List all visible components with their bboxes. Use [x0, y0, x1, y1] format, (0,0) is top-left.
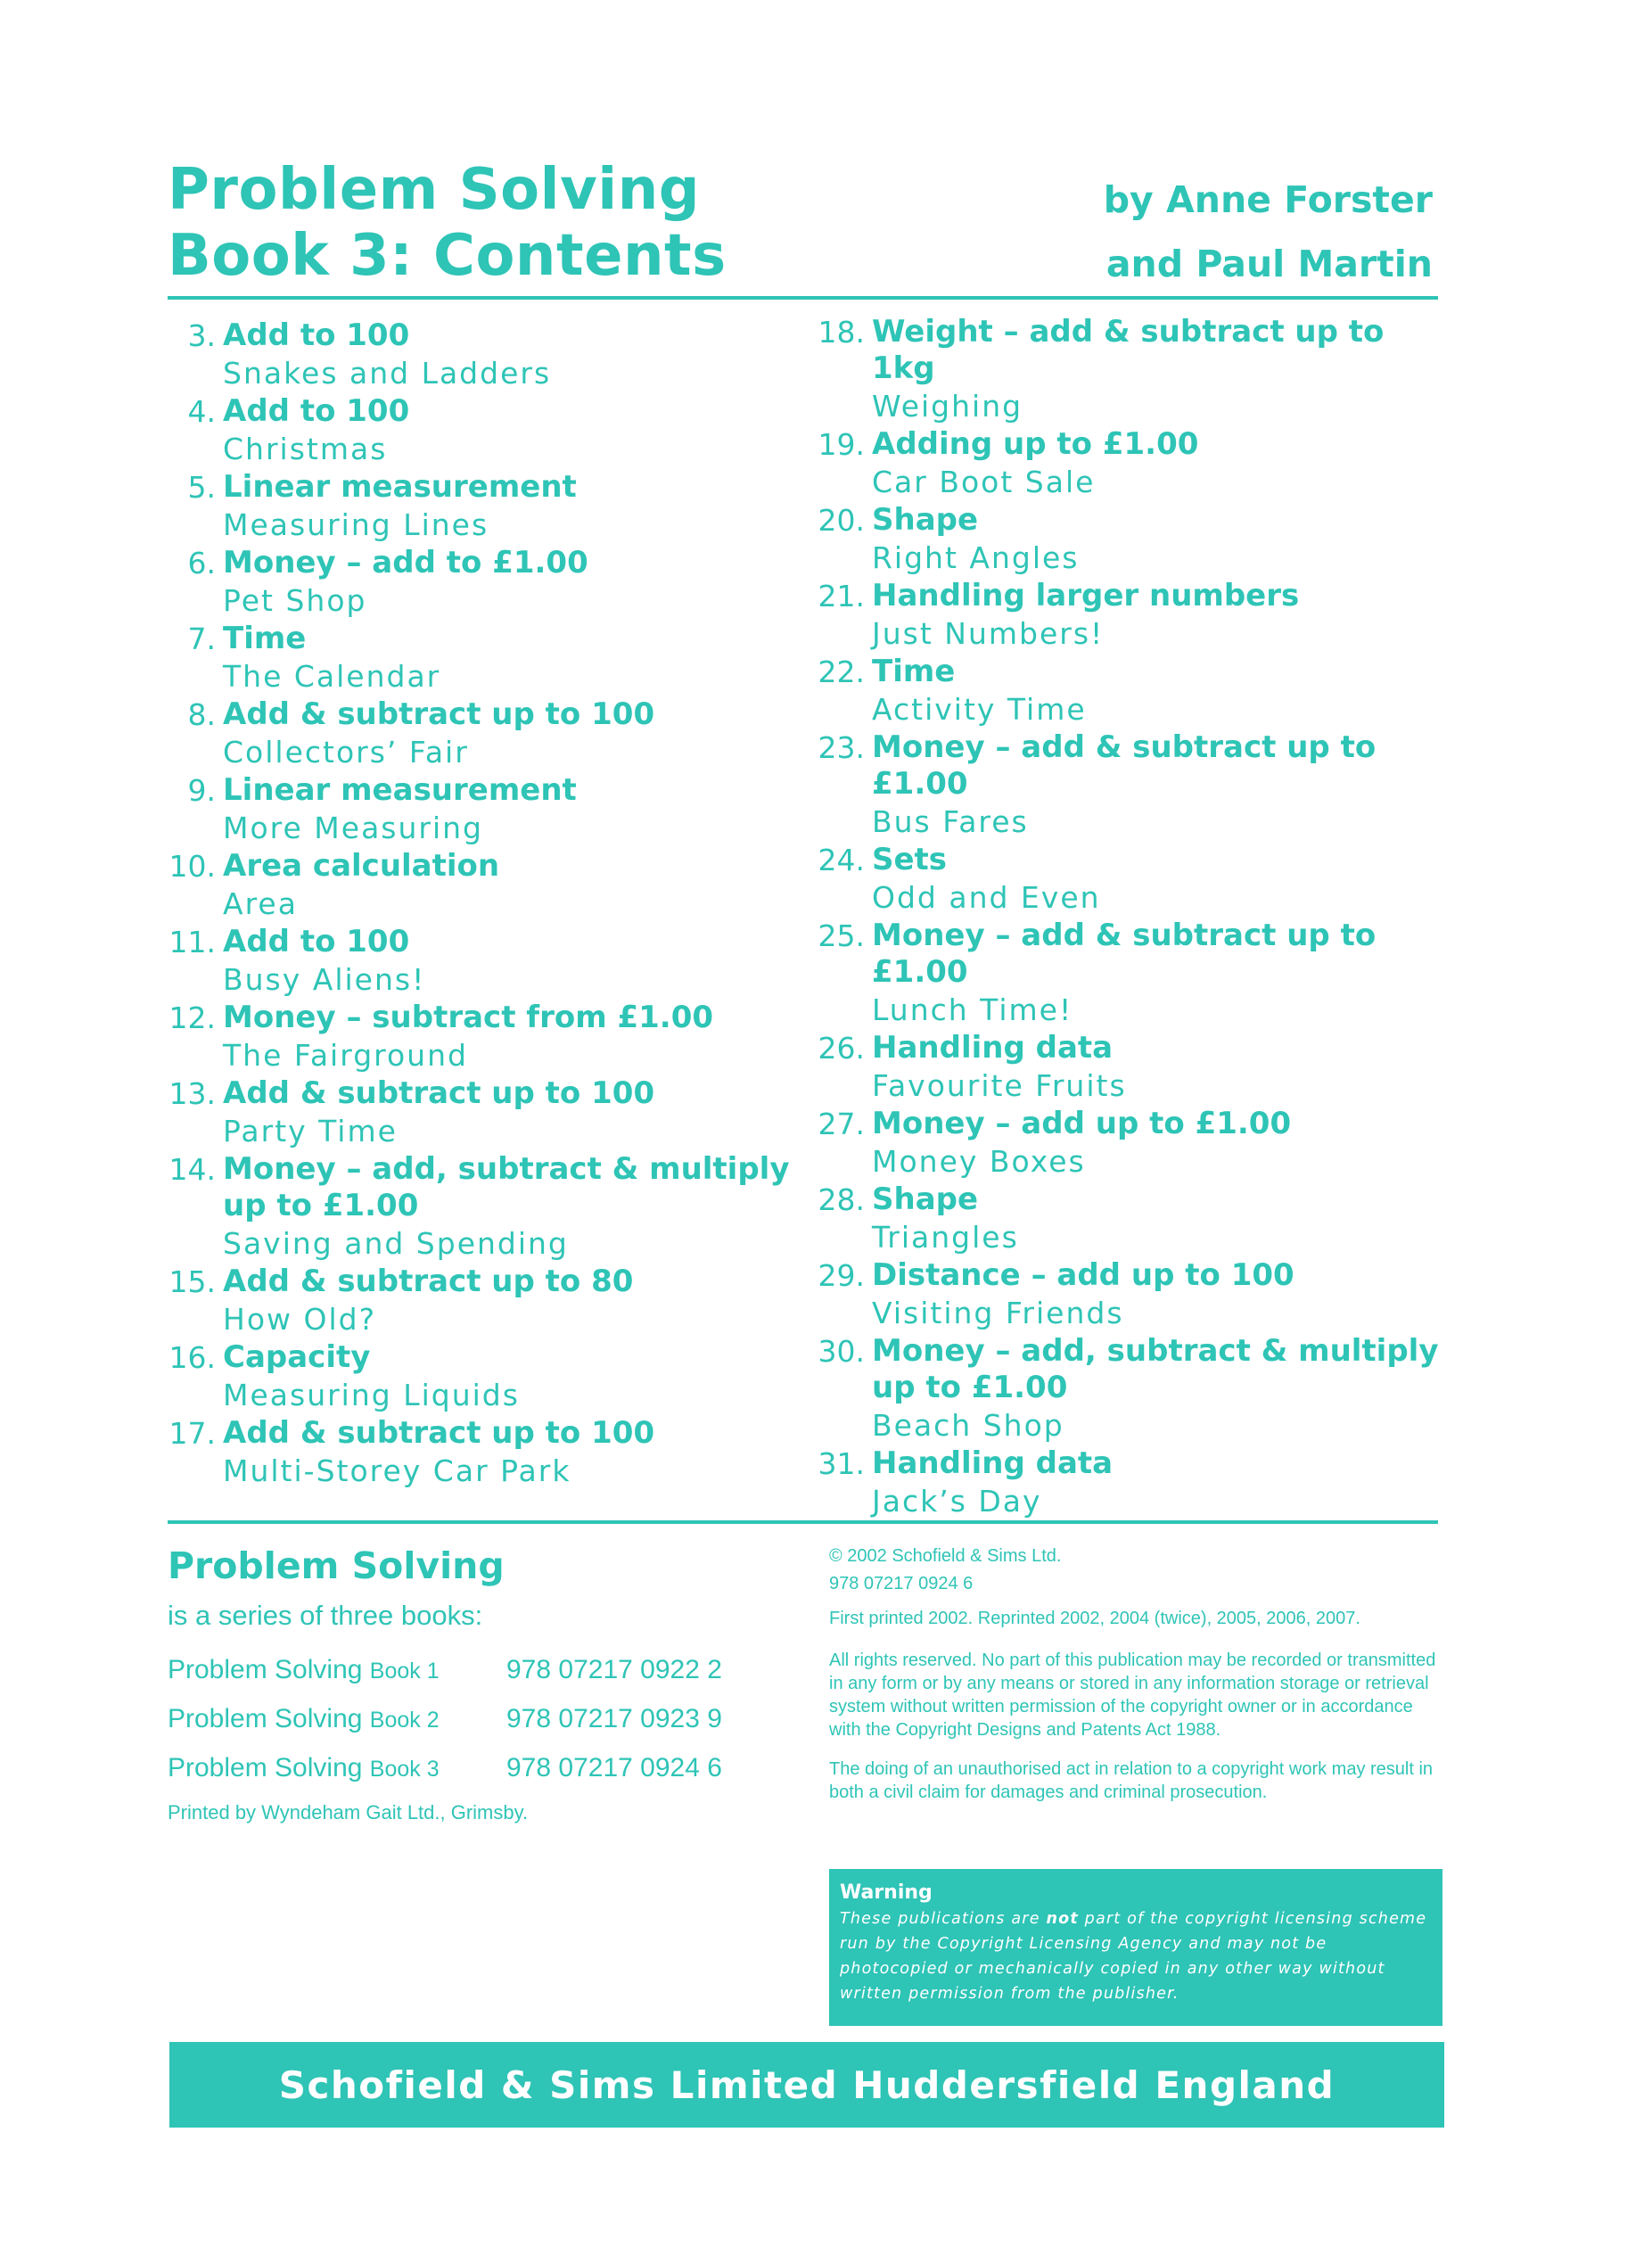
- series-heading: Problem Solving: [168, 1544, 505, 1587]
- entry-topic: Area calculation: [223, 848, 500, 884]
- entry-title: Right Angles: [872, 540, 1080, 575]
- entry-title: Visiting Friends: [872, 1296, 1124, 1330]
- entry-title: Bus Fares: [872, 804, 1029, 839]
- page-number: 26.: [818, 1031, 865, 1066]
- series-book-row: [168, 1744, 845, 1793]
- entry-topic: Weight – add & subtract up to 1kg: [872, 314, 1385, 386]
- page-number: 19.: [818, 427, 865, 462]
- header-divider: [168, 296, 1438, 300]
- page-number: 23.: [818, 730, 865, 765]
- contents-entry: [168, 696, 792, 772]
- contents-entry: [168, 848, 792, 924]
- entry-title: The Fairground: [223, 1038, 468, 1073]
- printer-credit: Printed by Wyndeham Gait Ltd., Grimsby.: [168, 1801, 529, 1824]
- series-book-isbn: 978 07217 0923 9: [506, 1704, 722, 1733]
- entry-title: Busy Aliens!: [223, 962, 426, 997]
- contents-entry: [810, 729, 1442, 842]
- entry-title: Pet Shop: [223, 583, 367, 618]
- contents-entry: [168, 1339, 792, 1415]
- contents-entry: [168, 1000, 792, 1075]
- entry-title: How Old?: [223, 1302, 377, 1337]
- entry-title: Favourite Fruits: [872, 1068, 1127, 1103]
- page-number: 24.: [818, 843, 865, 877]
- contents-entry: [168, 393, 792, 469]
- series-book-row: [168, 1695, 845, 1744]
- entry-title: Beach Shop: [872, 1408, 1064, 1443]
- contents-entry: [810, 1445, 1442, 1521]
- entry-topic: Handling data: [872, 1030, 1114, 1066]
- entry-topic: Adding up to £1.00: [872, 426, 1199, 462]
- page-number: 9.: [187, 773, 216, 808]
- contents-entry: [810, 1181, 1442, 1257]
- series-book-name: Problem Solving: [168, 1753, 363, 1782]
- entry-title: Christmas: [223, 432, 388, 466]
- page-number: 20.: [818, 503, 865, 538]
- entry-topic: Add & subtract up to 80: [223, 1264, 634, 1299]
- entry-topic: Handling larger numbers: [872, 578, 1300, 613]
- entry-title: More Measuring: [223, 811, 483, 845]
- page-number: 5.: [187, 470, 216, 505]
- title-line-1: Problem Solving: [168, 157, 701, 223]
- contents-left-column: [168, 317, 792, 1491]
- page-number: 3.: [187, 318, 216, 353]
- page-number: 21.: [818, 579, 865, 613]
- contents-entry: [810, 502, 1442, 578]
- entry-topic: Money – add up to £1.00: [872, 1106, 1292, 1141]
- entry-title: Measuring Lines: [223, 507, 489, 542]
- series-book-name: Problem Solving: [168, 1655, 363, 1684]
- author-line-2: and Paul Martin: [1105, 243, 1433, 285]
- series-book-number: Book 1: [369, 1659, 440, 1684]
- contents-entry: [168, 621, 792, 696]
- series-book-isbn: 978 07217 0924 6: [506, 1753, 722, 1782]
- page-number: 4.: [187, 394, 216, 429]
- title-line-2: Book 3: Contents: [168, 223, 727, 289]
- page-number: 17.: [168, 1416, 216, 1451]
- entry-topic: Linear measurement: [223, 469, 577, 505]
- contents-right-column: [810, 314, 1442, 1521]
- page-number: 11.: [168, 925, 216, 959]
- unauthorised-act-notice: The doing of an unauthorised act in relation to a copyright work may result in both a civil claim for damages and criminal prosecution.: [829, 1759, 1434, 1802]
- entry-title: Triangles: [872, 1220, 1019, 1255]
- entry-title: Just Numbers!: [872, 616, 1105, 651]
- series-book-list: [168, 1646, 845, 1793]
- entry-title: Money Boxes: [872, 1144, 1086, 1179]
- contents-entry: [810, 1030, 1442, 1106]
- contents-entry: [810, 918, 1442, 1030]
- contents-entry: [168, 1415, 792, 1491]
- publisher-line: Schofield & Sims Limited Huddersfield England: [278, 2062, 1336, 2107]
- entry-topic: Money – add to £1.00: [223, 545, 588, 580]
- contents-entry: [168, 1075, 792, 1151]
- entry-topic: Add & subtract up to 100: [223, 1075, 655, 1111]
- entry-topic: Handling data: [872, 1445, 1114, 1481]
- page-number: 31.: [818, 1446, 865, 1481]
- entry-topic: Distance – add up to 100: [872, 1257, 1294, 1293]
- entry-title: Activity Time: [872, 692, 1087, 727]
- contents-entry: [810, 1333, 1442, 1445]
- contents-entry: [810, 654, 1442, 729]
- page-number: 15.: [168, 1264, 216, 1299]
- page-number: 8.: [187, 697, 216, 732]
- series-book-name: Problem Solving: [168, 1704, 363, 1733]
- page-number: 29.: [818, 1258, 865, 1293]
- entry-topic: Time: [223, 621, 307, 656]
- contents-entry: [168, 545, 792, 621]
- page-number: 16.: [168, 1340, 216, 1375]
- contents-entry: [168, 317, 792, 393]
- page-title: [168, 157, 727, 289]
- contents-entry: [810, 578, 1442, 654]
- entry-title: Area: [223, 886, 298, 921]
- entry-title: Measuring Liquids: [223, 1378, 520, 1412]
- entry-title: Odd and Even: [872, 880, 1101, 915]
- contents-entry: [810, 1106, 1442, 1181]
- entry-topic: Time: [872, 654, 956, 689]
- entry-topic: Capacity: [223, 1339, 371, 1375]
- page-number: 30.: [818, 1334, 865, 1369]
- series-info: [168, 1541, 845, 1829]
- entry-topic: Shape: [872, 502, 979, 538]
- entry-title: Multi-Storey Car Park: [223, 1453, 571, 1488]
- page-number: 22.: [818, 655, 865, 689]
- author-line-1: by Anne Forster: [1103, 178, 1433, 221]
- page-number: 27.: [818, 1107, 865, 1141]
- page-number: 10.: [168, 849, 216, 884]
- contents-entry: [168, 924, 792, 1000]
- series-book-number: Book 2: [369, 1708, 440, 1733]
- warning-box: [829, 1869, 1442, 2026]
- copyright-line: © 2002 Schofield & Sims Ltd.: [829, 1546, 1062, 1566]
- copyright-isbn: 978 07217 0924 6: [829, 1574, 974, 1593]
- entry-title: Collectors’ Fair: [223, 735, 469, 770]
- entry-title: Weighing: [872, 389, 1023, 424]
- series-book-number: Book 3: [369, 1757, 440, 1782]
- series-book-isbn: 978 07217 0922 2: [506, 1655, 722, 1684]
- entry-title: Party Time: [223, 1114, 398, 1148]
- page-number: 13.: [168, 1076, 216, 1111]
- entry-topic: Linear measurement: [223, 772, 577, 808]
- authors: [1104, 168, 1433, 296]
- series-intro: is a series of three books:: [168, 1600, 483, 1631]
- entry-title: Saving and Spending: [223, 1226, 569, 1261]
- entry-topic: Sets: [872, 842, 948, 877]
- contents-entry: [168, 1151, 792, 1264]
- section-divider: [168, 1520, 1438, 1524]
- entry-topic: Money – add & subtract up to £1.00: [872, 918, 1377, 990]
- entry-topic: Add & subtract up to 100: [223, 1415, 655, 1451]
- contents-entry: [168, 772, 792, 848]
- entry-title: Car Boot Sale: [872, 465, 1096, 499]
- page-number: 12.: [168, 1000, 216, 1035]
- warning-heading: Warning: [840, 1881, 933, 1904]
- print-history: First printed 2002. Reprinted 2002, 2004 (twice), 2005, 2006, 2007.: [829, 1609, 1360, 1628]
- entry-title: Jack’s Day: [872, 1484, 1042, 1519]
- series-book-row: [168, 1646, 845, 1695]
- entry-topic: Shape: [872, 1181, 979, 1217]
- page-number: 25.: [818, 918, 865, 953]
- entry-topic: Add & subtract up to 100: [223, 696, 655, 732]
- entry-topic: Add to 100: [223, 924, 410, 959]
- contents-entry: [168, 1264, 792, 1339]
- contents-entry: [810, 314, 1442, 426]
- warning-emphasis: not: [1046, 1910, 1079, 1928]
- entry-topic: Add to 100: [223, 393, 410, 429]
- contents-entry: [168, 469, 792, 545]
- page-number: 14.: [168, 1152, 216, 1187]
- contents-entry: [810, 426, 1442, 502]
- contents-entry: [810, 1257, 1442, 1333]
- entry-title: The Calendar: [223, 659, 441, 694]
- contents-entry: [810, 842, 1442, 918]
- entry-topic: Money – add, subtract & multiply up to £1.00: [872, 1333, 1439, 1405]
- page-number: 7.: [187, 622, 216, 656]
- entry-title: Snakes and Ladders: [223, 356, 552, 391]
- warning-body: These publications are not part of the copyright licensing scheme run by the Copyright Licensing Agency and may not be photocopied or mechanically copied in any other way without written permission from the publisher.: [840, 1910, 1427, 2003]
- entry-topic: Money – add & subtract up to £1.00: [872, 729, 1377, 802]
- rights-statement: All rights reserved. No part of this publication may be recorded or transmitted in any form or by any means or stored in any information storage or retrieval system without written permission of the copyright owner or in accordance with the Copyright Designs and Patents Act 1988.: [829, 1651, 1436, 1740]
- publisher-footer: [169, 2042, 1444, 2128]
- page-number: 6.: [187, 546, 216, 580]
- entry-topic: Add to 100: [223, 317, 410, 353]
- copyright-block: [829, 1543, 1444, 1804]
- entry-topic: Money – subtract from £1.00: [223, 1000, 714, 1035]
- page-number: 18.: [818, 315, 865, 350]
- entry-title: Lunch Time!: [872, 992, 1073, 1027]
- page-number: 28.: [818, 1182, 865, 1217]
- entry-topic: Money – add, subtract & multiply up to £1.00: [223, 1151, 790, 1223]
